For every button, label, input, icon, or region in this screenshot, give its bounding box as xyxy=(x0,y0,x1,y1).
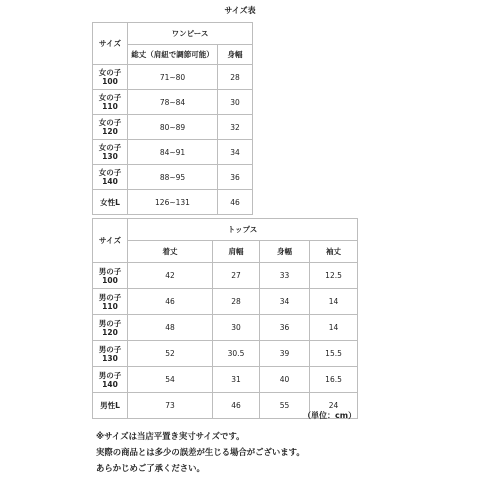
row-size-label: 男の子 140 xyxy=(93,367,128,393)
table-row xyxy=(93,367,358,393)
table-cell: 14 xyxy=(310,315,358,341)
dress-group-header: ワンピース xyxy=(128,23,253,45)
table-cell: 30.5 xyxy=(213,341,260,367)
table-cell: 30 xyxy=(218,90,253,115)
column-header-shoulder-width: 肩幅 xyxy=(213,241,260,263)
table-cell: 36 xyxy=(260,315,310,341)
table-cell: 31 xyxy=(213,367,260,393)
row-size-label: 男の子 130 xyxy=(93,341,128,367)
dress-size-table xyxy=(92,22,253,215)
row-size-label: 女の子 140 xyxy=(93,165,128,190)
table-cell: 52 xyxy=(128,341,213,367)
column-header-total-length: 総丈（肩紐で調節可能） xyxy=(128,45,218,65)
table-cell: 12.5 xyxy=(310,263,358,289)
table-row xyxy=(93,115,253,140)
column-header-length: 着丈 xyxy=(128,241,213,263)
table-row xyxy=(93,165,253,190)
table-cell: 34 xyxy=(218,140,253,165)
row-size-label: 女の子 130 xyxy=(93,140,128,165)
table-cell: 84~91 xyxy=(128,140,218,165)
table-row xyxy=(93,90,253,115)
notes xyxy=(96,428,476,476)
row-size-label: 女の子 120 xyxy=(93,115,128,140)
size-header: サイズ xyxy=(93,219,128,263)
table-cell: 39 xyxy=(260,341,310,367)
row-size-label: 男の子 110 xyxy=(93,289,128,315)
table-cell: 24 xyxy=(310,393,358,419)
row-size-label: 男の子 120 xyxy=(93,315,128,341)
table-cell: 33 xyxy=(260,263,310,289)
table-cell: 28 xyxy=(213,289,260,315)
note-line: あらかじめご了承ください。 xyxy=(96,463,205,473)
table-cell: 27 xyxy=(213,263,260,289)
table-row xyxy=(93,263,358,289)
table-cell: 46 xyxy=(218,190,253,215)
table-cell: 80~89 xyxy=(128,115,218,140)
table-cell: 36 xyxy=(218,165,253,190)
table-row xyxy=(93,190,253,215)
table-cell: 126~131 xyxy=(128,190,218,215)
table-cell: 48 xyxy=(128,315,213,341)
row-size-label: 女性L xyxy=(93,190,128,215)
table-cell: 28 xyxy=(218,65,253,90)
tops-size-table xyxy=(92,218,358,419)
table-cell: 34 xyxy=(260,289,310,315)
table-cell: 30 xyxy=(213,315,260,341)
column-header-sleeve-length: 袖丈 xyxy=(310,241,358,263)
table-cell: 46 xyxy=(128,289,213,315)
unit-note: （単位：cm） xyxy=(303,411,357,420)
table-row xyxy=(93,65,253,90)
table-cell: 16.5 xyxy=(310,367,358,393)
tops-group-header: トップス xyxy=(128,219,358,241)
table-cell: 32 xyxy=(218,115,253,140)
row-size-label: 男の子 100 xyxy=(93,263,128,289)
row-size-label: 女の子 110 xyxy=(93,90,128,115)
table-cell: 73 xyxy=(128,393,213,419)
table-cell: 88~95 xyxy=(128,165,218,190)
page-title: サイズ表 xyxy=(224,6,256,15)
column-header-body-width: 身幅 xyxy=(260,241,310,263)
table-cell: 55 xyxy=(260,393,310,419)
table-row xyxy=(93,289,358,315)
table-row xyxy=(93,140,253,165)
table-cell: 40 xyxy=(260,367,310,393)
note-line: ※サイズは当店平置き実寸サイズです。 xyxy=(96,431,245,441)
row-size-label: 女の子 100 xyxy=(93,65,128,90)
size-header: サイズ xyxy=(93,23,128,65)
column-header-body-width: 身幅 xyxy=(218,45,253,65)
table-cell: 46 xyxy=(213,393,260,419)
note-line: 実際の商品とは多少の誤差が生じる場合がございます。 xyxy=(96,447,305,457)
table-cell: 78~84 xyxy=(128,90,218,115)
table-cell: 71~80 xyxy=(128,65,218,90)
table-row xyxy=(93,341,358,367)
row-size-label: 男性L xyxy=(93,393,128,419)
table-cell: 54 xyxy=(128,367,213,393)
table-cell: 15.5 xyxy=(310,341,358,367)
table-row xyxy=(93,315,358,341)
table-cell: 42 xyxy=(128,263,213,289)
table-cell: 14 xyxy=(310,289,358,315)
